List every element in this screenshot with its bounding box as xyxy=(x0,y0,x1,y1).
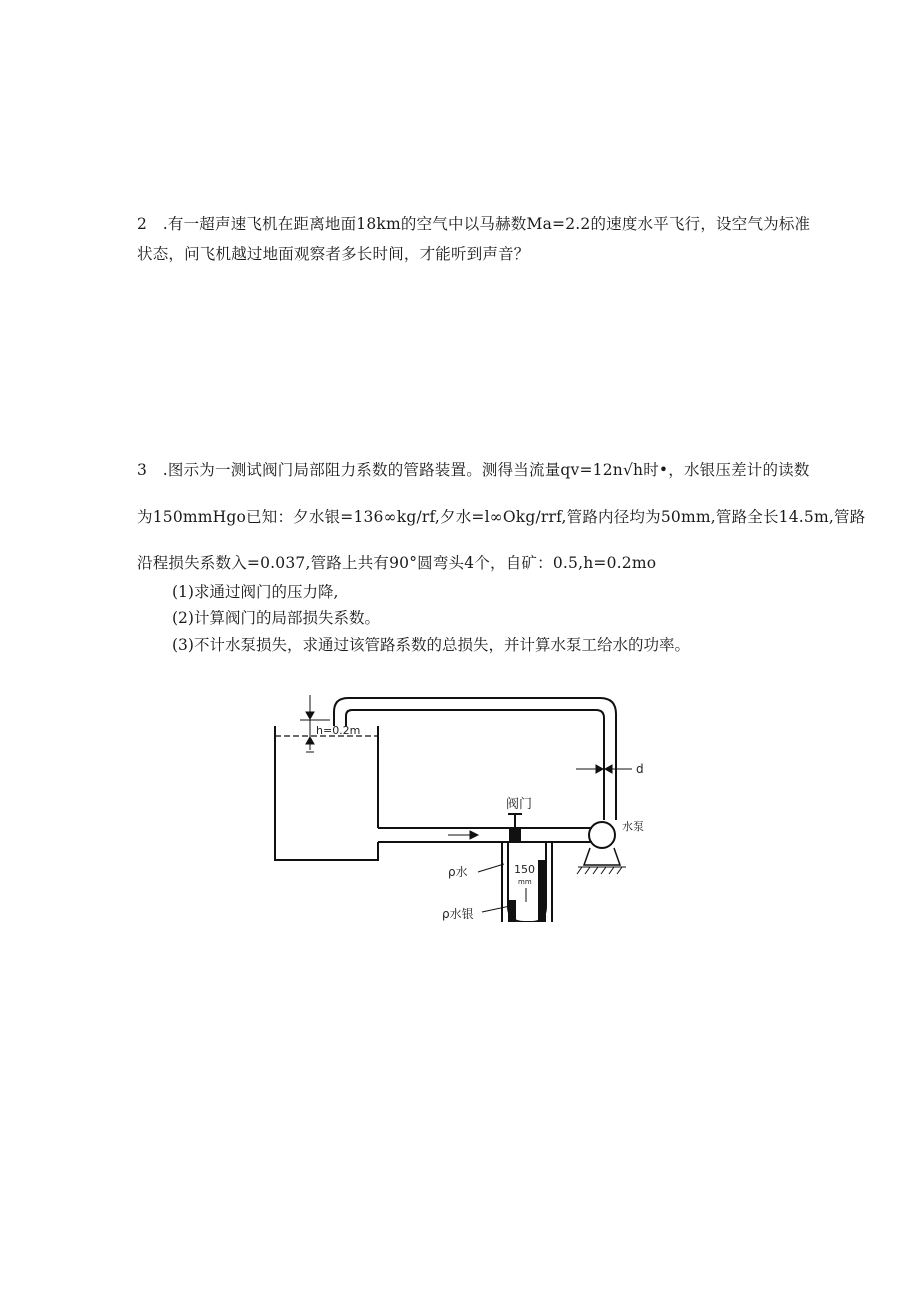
question-3-item-2: (2)计算阀门的局部损失系数。 xyxy=(172,609,380,627)
pump-stand xyxy=(584,848,620,865)
valve-label: 阀门 xyxy=(506,797,533,812)
pump-label: 水泵 xyxy=(622,820,644,833)
question-3-item-3: (3)不计水泵损失，求通过该管路系数的总损失，并计算水泵工给水的功率。 xyxy=(172,636,690,654)
h-label: h=0.2m xyxy=(316,724,361,737)
mercury-right xyxy=(538,860,546,922)
reading-unit: mm xyxy=(518,878,532,886)
d-label: d xyxy=(636,762,644,776)
question-2-line-1: 2 .有一超声速飞机在距离地面18km的空气中以马赫数Ma=2.2的速度水平飞行，设空气为标准 xyxy=(137,215,811,233)
rho-water-label: ρ水 xyxy=(448,865,468,879)
top-pipe-outer xyxy=(334,698,616,820)
tank-outline xyxy=(275,726,378,860)
question-3-line-3: 沿程损失系数入=0.037,管路上共有90°圆弯头4个，自矿：0.5,h=0.2mo xyxy=(137,554,657,572)
pipe-system-diagram xyxy=(270,690,650,922)
question-3-line-1: 3 .图示为一测试阀门局部阻力系数的管路装置。测得当流量qv=12n√h时•，水银压差计的读数 xyxy=(137,461,810,479)
mercury-left xyxy=(508,900,516,922)
question-3-item-1: (1)求通过阀门的压力降, xyxy=(172,583,339,601)
question-3-line-2: 为150mmHgo已知：夕水银=136∞kg/rf,夕水=l∞Okg/rrf,管路内径均为50mm,管路全长14.5m,管路 xyxy=(137,508,866,526)
pump xyxy=(589,822,615,848)
reading-value: 150 xyxy=(514,863,535,876)
question-2-line-2: 状态，问飞机越过地面观察者多长时间，才能听到声音？ xyxy=(137,245,530,263)
top-pipe-inner xyxy=(346,710,604,820)
rho-mercury-label: ρ水银 xyxy=(442,907,474,921)
